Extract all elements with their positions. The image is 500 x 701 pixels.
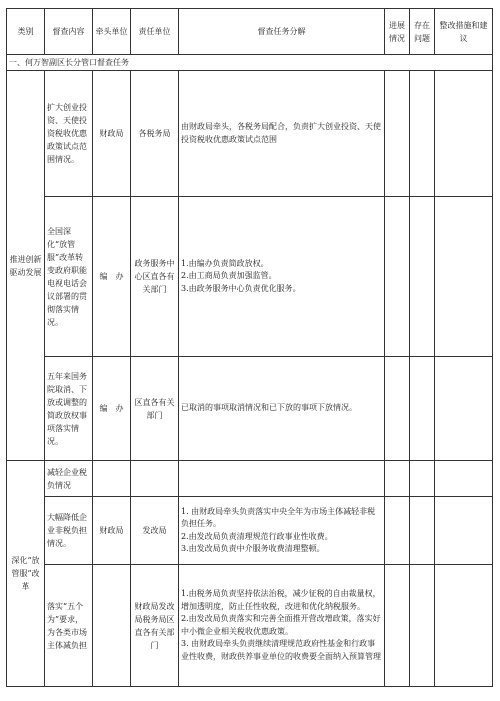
progress-cell — [385, 461, 410, 497]
table-row — [7, 71, 493, 197]
supervision-task-table — [6, 8, 493, 687]
lead-unit-cell — [93, 461, 131, 497]
header-task: 督查任务分解 — [179, 9, 385, 55]
suggestions-cell — [435, 197, 493, 357]
progress-cell — [385, 197, 410, 357]
issues-cell — [410, 565, 435, 687]
issues-cell — [410, 497, 435, 565]
responsible-unit-cell: 区直各有关部门 — [131, 357, 179, 461]
section-row — [7, 55, 493, 71]
section-title: 一、何万智副区长分管口督查任务 — [7, 55, 493, 71]
progress-cell — [385, 357, 410, 461]
table-row — [7, 497, 493, 565]
responsible-unit-cell — [131, 461, 179, 497]
lead-unit-cell: 编 办 — [93, 357, 131, 461]
issues-cell — [410, 197, 435, 357]
suggestions-cell — [435, 497, 493, 565]
progress-cell — [385, 497, 410, 565]
header-suggestions: 整改措施和建议 — [435, 9, 493, 55]
content-cell: 全国深化“放管服”改革转变政府职能电视电话会议部署的贯彻落实情况。 — [45, 197, 93, 357]
issues-cell — [410, 71, 435, 197]
suggestions-cell — [435, 461, 493, 497]
task-cell: 已取消的事项取消情况和已下放的事项下放情况。 — [179, 357, 385, 461]
responsible-unit-cell: 政务服务中心区直各有关部门 — [131, 197, 179, 357]
category-cell: 深化“放管服”改革 — [7, 461, 45, 687]
task-cell: 1.由税务局负责坚持依法治税，减少征税的自由裁量权，增加透明度，防止任性收税，改进和优化纳税服务。 2.由发改局负责落实和完善全面推开营改增政策，落实好中小微企业相关税收优惠政策。 3. 由财政局牵头负责继续清理规范政府性基金和行政事业性收费，财政供养事业单位的收费要全面纳入预算管理 — [179, 565, 385, 687]
table-row — [7, 461, 493, 497]
header-issues: 存在问题 — [410, 9, 435, 55]
lead-unit-cell — [93, 565, 131, 687]
content-cell: 五年来国务院取消、下放或调整的简政放权事项落实情况。 — [45, 357, 93, 461]
suggestions-cell — [435, 71, 493, 197]
header-content: 督查内容 — [45, 9, 93, 55]
progress-cell — [385, 565, 410, 687]
header-progress: 进展情况 — [385, 9, 410, 55]
task-cell: 1. 由财政局牵头负责落实中央全年为市场主体减轻非税负担任务。 2.由发改局负责清理规范行政事业性收费。 3.由发改局负责中介服务收费清理整顿。 — [179, 497, 385, 565]
issues-cell — [410, 357, 435, 461]
header-lead-unit: 牵头单位 — [93, 9, 131, 55]
task-cell: 由财政局牵头，各税务局配合，负责扩大创业投资、天使投资税收优惠政策试点范围 — [179, 71, 385, 197]
lead-unit-cell: 财政局 — [93, 497, 131, 565]
progress-cell — [385, 71, 410, 197]
table-header-row — [7, 9, 493, 55]
suggestions-cell — [435, 357, 493, 461]
task-cell — [179, 461, 385, 497]
header-category: 类别 — [7, 9, 45, 55]
header-responsible-unit: 责任单位 — [131, 9, 179, 55]
table-row — [7, 197, 493, 357]
lead-unit-cell: 编 办 — [93, 197, 131, 357]
responsible-unit-cell: 财政局发改局税务局区直各有关部门 — [131, 565, 179, 687]
responsible-unit-cell: 发改局 — [131, 497, 179, 565]
responsible-unit-cell: 各税务局 — [131, 71, 179, 197]
category-cell: 推进创新驱动发展 — [7, 71, 45, 461]
table-row — [7, 565, 493, 687]
issues-cell — [410, 461, 435, 497]
lead-unit-cell: 财政局 — [93, 71, 131, 197]
task-cell: 1.由编办负责简政放权。 2.由工商局负责加强监管。 3.由政务服务中心负责优化服务。 — [179, 197, 385, 357]
content-cell: 落实“五个为”要求，为各类市场主体减负担 — [45, 565, 93, 687]
table-row — [7, 357, 493, 461]
content-cell: 扩大创业投资、天使投资税收优惠政策试点范围情况。 — [45, 71, 93, 197]
content-cell: 减轻企业税负情况 — [45, 461, 93, 497]
suggestions-cell — [435, 565, 493, 687]
content-cell: 大幅降低企业非税负担情况。 — [45, 497, 93, 565]
